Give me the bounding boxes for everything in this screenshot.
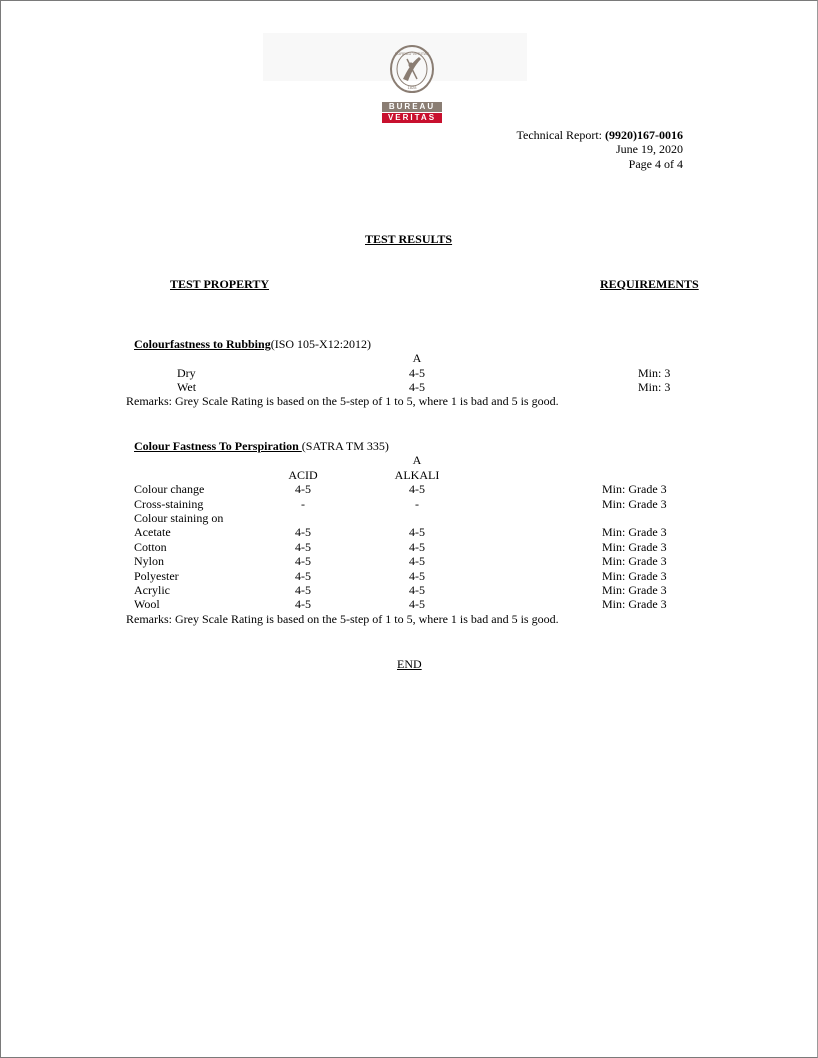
svg-text:1828: 1828 (407, 85, 417, 90)
rubbing-heading-line (134, 337, 371, 351)
table-row-acid: 4-5 (295, 540, 311, 554)
table-row-requirement: Min: Grade 3 (602, 540, 667, 554)
perspiration-standard: (SATRA TM 335) (301, 439, 389, 453)
rubbing-standard: (ISO 105-X12:2012) (270, 337, 372, 351)
table-row-acid: - (301, 497, 305, 511)
rubbing-sample-col: A (412, 351, 422, 365)
requirements-heading: REQUIREMENTS (600, 277, 699, 291)
table-row-label: Nylon (134, 554, 164, 568)
table-row-alkali: 4-5 (409, 597, 425, 611)
table-row-label: Colour change (134, 482, 205, 496)
table-row-requirement: Min: Grade 3 (602, 525, 667, 539)
table-row-alkali: 4-5 (409, 554, 425, 568)
table-row-requirement: Min: 3 (638, 366, 671, 380)
table-row-label: Polyester (134, 569, 179, 583)
table-row-requirement: Min: Grade 3 (602, 597, 667, 611)
table-row-value: 4-5 (409, 366, 425, 380)
table-row-label: Wool (134, 597, 160, 611)
acid-column-header: ACID (288, 468, 318, 482)
alkali-column-header: ALKALI (394, 468, 440, 482)
perspiration-heading-line (134, 439, 389, 453)
report-number-line (517, 128, 683, 142)
perspiration-sample-col: A (412, 453, 422, 467)
end-marker: END (397, 657, 422, 671)
test-property-heading: TEST PROPERTY (170, 277, 270, 291)
table-row-requirement: Min: Grade 3 (602, 583, 667, 597)
table-row-alkali: 4-5 (409, 569, 425, 583)
table-row-label: Cross-staining (134, 497, 204, 511)
table-row-requirement: Min: 3 (638, 380, 671, 394)
table-row-acid: 4-5 (295, 583, 311, 597)
perspiration-heading: Colour Fastness To Perspiration (134, 439, 302, 453)
report-label: Technical Report: (516, 128, 605, 142)
table-row-alkali: 4-5 (409, 583, 425, 597)
table-row-acid: 4-5 (295, 482, 311, 496)
table-row-requirement: Min: Grade 3 (602, 497, 667, 511)
logo-bureau-text: BUREAU (388, 102, 436, 111)
table-row-value: 4-5 (409, 380, 425, 394)
page-title: TEST RESULTS (365, 232, 453, 246)
svg-text:BUREAU VERITAS: BUREAU VERITAS (394, 51, 430, 56)
table-row-alkali: 4-5 (409, 482, 425, 496)
table-row-acid: 4-5 (295, 597, 311, 611)
table-row-alkali: 4-5 (409, 540, 425, 554)
perspiration-remarks: Remarks: Grey Scale Rating is based on the 5-step of 1 to 5, where 1 is bad and 5 is good. (126, 612, 559, 626)
logo-veritas-text: VERITAS (387, 113, 437, 122)
table-row-label: Cotton (134, 540, 167, 554)
table-row-requirement: Min: Grade 3 (602, 569, 667, 583)
report-page: Page 4 of 4 (628, 157, 683, 171)
table-row-label: Wet (177, 380, 197, 394)
rubbing-remarks: Remarks: Grey Scale Rating is based on the 5-step of 1 to 5, where 1 is bad and 5 is good. (126, 394, 559, 408)
rubbing-heading: Colourfastness to Rubbing (134, 337, 271, 351)
table-row-requirement: Min: Grade 3 (602, 482, 667, 496)
table-row-alkali: - (415, 497, 419, 511)
table-row-label: Dry (177, 366, 196, 380)
table-row-label: Acrylic (134, 583, 170, 597)
report-number: (9920)167-0016 (605, 128, 683, 142)
table-row-acid: 4-5 (295, 569, 311, 583)
table-row-acid: 4-5 (295, 525, 311, 539)
table-row-requirement: Min: Grade 3 (602, 554, 667, 568)
report-date: June 19, 2020 (616, 142, 683, 156)
table-row-alkali: 4-5 (409, 525, 425, 539)
table-row-label: Colour staining on (134, 511, 224, 525)
table-row-acid: 4-5 (295, 554, 311, 568)
table-row-label: Acetate (134, 525, 171, 539)
